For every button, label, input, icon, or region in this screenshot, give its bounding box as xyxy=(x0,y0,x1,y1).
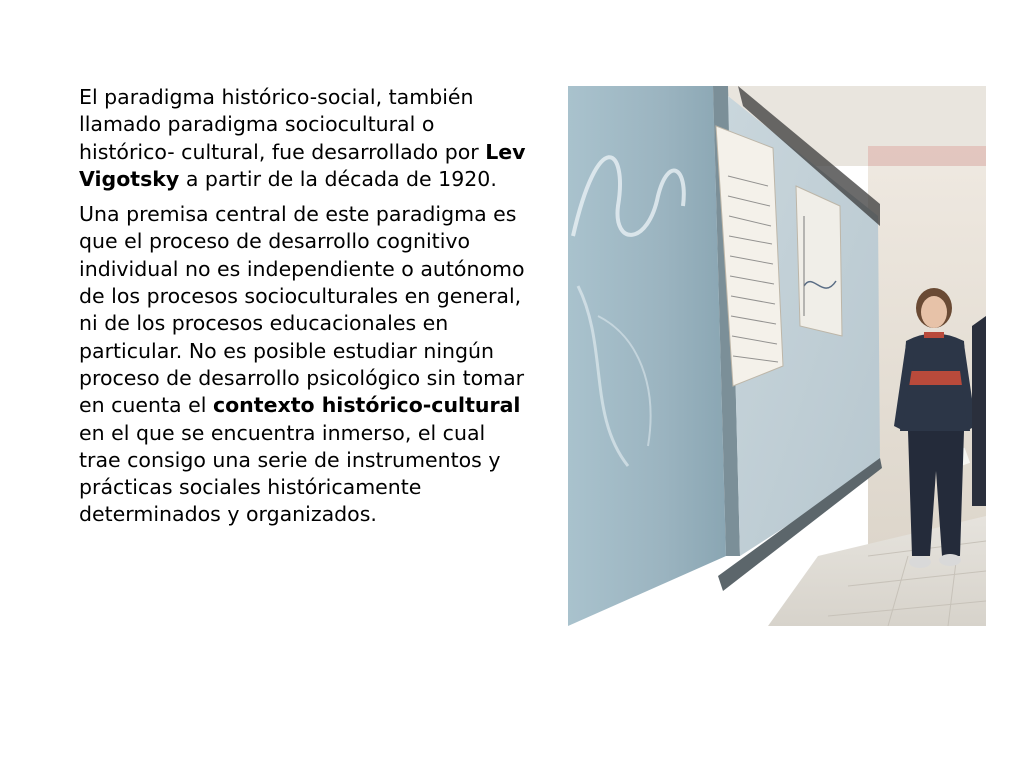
classroom-photo xyxy=(568,86,986,626)
author-name: Lev Vigotsky xyxy=(79,139,526,191)
paragraph-1-rest: a partir de la década de 1920. xyxy=(179,166,497,191)
paragraph-1-intro: El paradigma histórico-social, también llamado paradigma sociocultural o histórico- cultural, fue desarrollado por xyxy=(79,85,486,164)
classroom-photo-image xyxy=(568,86,986,626)
chalkboard-left xyxy=(568,86,726,626)
paragraph-2 xyxy=(79,201,529,529)
paragraph-1 xyxy=(79,84,529,193)
poster-graph xyxy=(796,186,842,336)
paragraph-2-intro: Una premisa central de este paradigma es que el proceso de desarrollo cognitivo individual no es independiente o autónomo de los procesos socioculturales en general, ni de los procesos educacionales en particular. No es posible estudiar ningún proceso de desarrollo psicológico sin tomar en cuenta el xyxy=(79,202,525,418)
emphasis-term: contexto histórico-cultural xyxy=(212,393,521,418)
paragraph-2-rest: en el que se encuentra inmerso, el cual trae consigo una serie de instrumentos y prácticas sociales históricamente determinados y organizados. xyxy=(79,420,501,527)
partial-figure xyxy=(972,316,986,506)
text-block xyxy=(79,84,529,529)
wall-stripe xyxy=(868,146,986,166)
